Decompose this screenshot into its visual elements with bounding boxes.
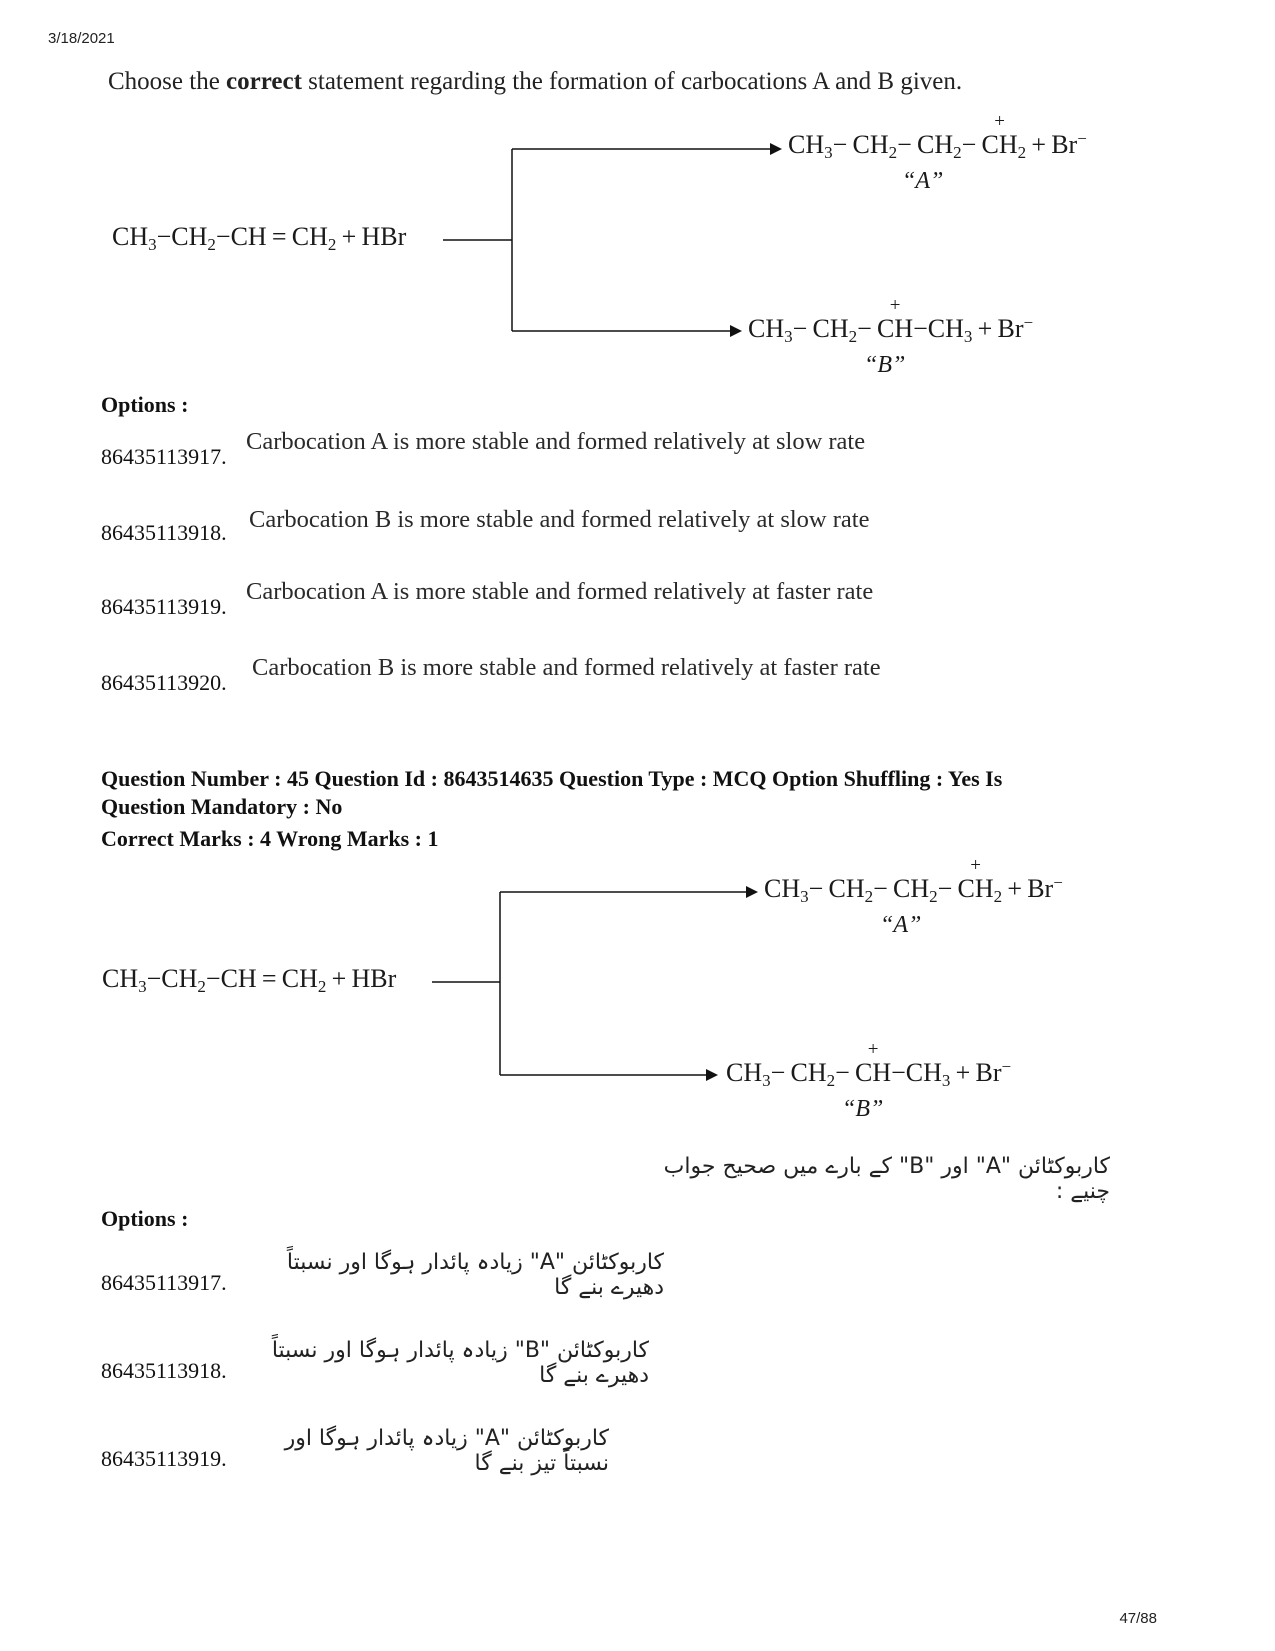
option-text: Carbocation A is more stable and formed relatively at faster rate	[246, 578, 874, 605]
option-id: 86435113919.	[101, 1446, 227, 1471]
option-id: 86435113917.	[101, 1270, 227, 1295]
question-header	[101, 765, 1161, 821]
label-a: “A”	[880, 912, 922, 938]
options-heading: Options :	[101, 392, 189, 417]
arrow-a-head	[746, 886, 758, 898]
option-id: 86435113918.	[101, 520, 227, 545]
cation-charge: +	[889, 295, 901, 316]
product-b: $CH_3- CH_2-$ + $CH-CH_3 + Br^-$	[726, 1039, 1012, 1090]
product-b: $CH_3- CH_2-$ + $CH-CH_3 + Br^-$	[748, 295, 1034, 346]
arrow-a-head	[770, 143, 782, 155]
option-id: 86435113919.	[101, 594, 227, 619]
label-a: “A”	[902, 168, 944, 194]
option-id: 86435113917.	[101, 444, 227, 469]
cation-charge: +	[867, 1039, 879, 1060]
stem-text-end: statement regarding the formation of carbocations A and B given.	[301, 68, 963, 95]
urdu-question-stem: کاربوکٹائن "A" اور "B" کے بارے میں صحیح جواب چنیے :	[663, 1154, 1110, 1204]
option-text: Carbocation B is more stable and formed relatively at slow rate	[249, 506, 870, 533]
arrow-b-head	[730, 325, 742, 337]
option-text: کاربوکٹائن "A" زیادہ پائدار ہوگا اور نسبتاً تیز بنے گا	[284, 1426, 609, 1476]
marks-line: Correct Marks : 4 Wrong Marks : 1	[101, 826, 439, 851]
option-text: کاربوکٹائن "B" زیادہ پائدار ہوگا اور نسبتاً دھیرے بنے گا	[271, 1338, 649, 1388]
arrow-b-head	[706, 1069, 718, 1081]
option-text: Carbocation B is more stable and formed relatively at faster rate	[252, 654, 881, 681]
reaction-arrows-1	[0, 0, 1275, 400]
product-a: $CH_3- CH_2- CH_2-$ + $CH_2 + Br^-$	[764, 855, 1063, 906]
option-text: Carbocation A is more stable and formed relatively at slow rate	[246, 428, 866, 455]
cation-charge: +	[970, 855, 981, 876]
question-meta-line: Question Mandatory : No	[101, 794, 343, 819]
label-b: “B”	[864, 352, 906, 378]
question-meta-line: Question Number : 45 Question Id : 8643514635 Question Type : MCQ Option Shuffling : Yes Is	[101, 766, 1003, 791]
page-number: 47/88	[1119, 1610, 1157, 1627]
product-a: $CH_3- CH_2- CH_2-$ + $CH_2 + Br^-$	[788, 111, 1087, 162]
cation-charge: +	[994, 111, 1005, 132]
option-id: 86435113918.	[101, 1358, 227, 1383]
stem-text-start: Choose the	[108, 68, 227, 95]
label-b: “B”	[842, 1096, 884, 1122]
reaction-arrows-2	[0, 855, 1275, 1120]
option-id: 86435113920.	[101, 670, 227, 695]
reactant: $CH_3-CH_2-CH = CH_2$ + HBr	[112, 222, 407, 254]
stem-emphasis: correct	[226, 68, 302, 95]
print-date: 3/18/2021	[48, 30, 115, 47]
reactant: $CH_3-CH_2-CH = CH_2$ + HBr	[102, 964, 397, 996]
option-text: کاربوکٹائن "A" زیادہ پائدار ہوگا اور نسبتاً دھیرے بنے گا	[286, 1250, 664, 1300]
options-heading: Options :	[101, 1206, 189, 1231]
